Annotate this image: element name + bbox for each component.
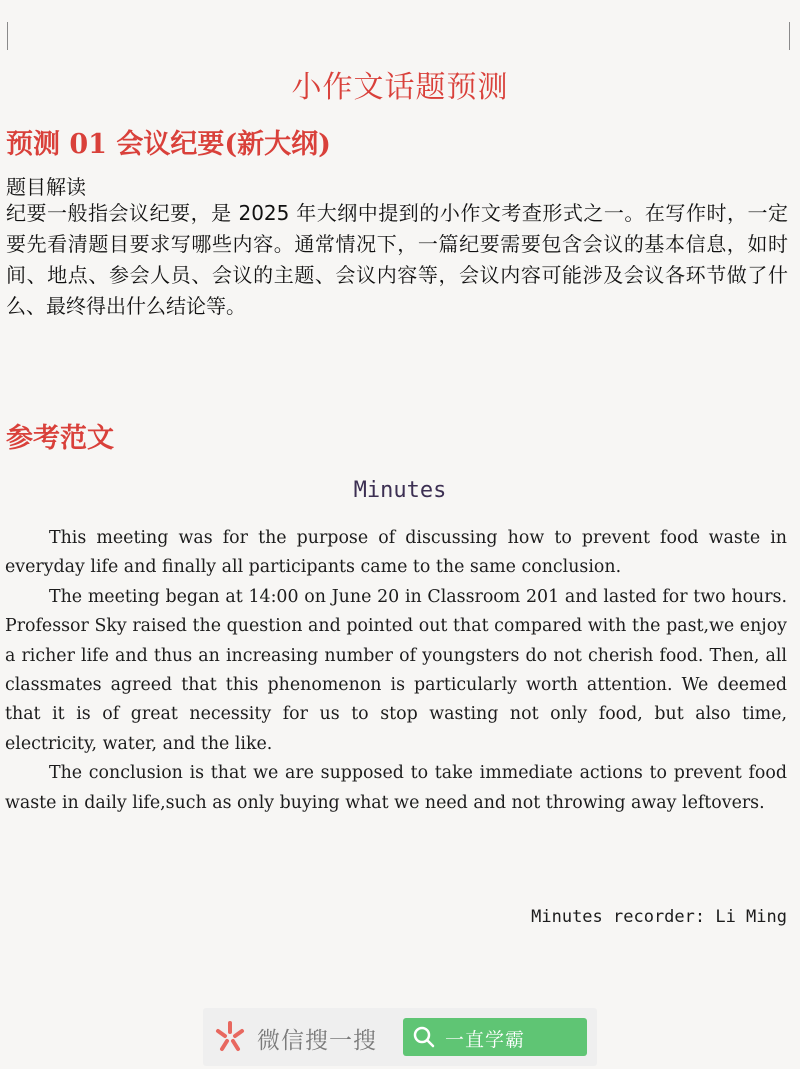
wechat-search-logo-icon <box>213 1020 247 1054</box>
page-title: 小作文话题预测 <box>291 70 509 105</box>
essay-paragraph-3: The conclusion is that we are supposed to take immediate actions to prevent food waste in daily life,such as only buying what we need and not throwing away leftovers. <box>5 763 787 813</box>
question-interpretation-text: 纪要一般指会议纪要，是 2025 年大纲中提到的小作文考查形式之一。在写作时，一定要先看清题目要求写哪些内容。通常情况下，一篇纪要需要包含会议的基本信息，如时间、地点、参会人员、会议的主题、会议内容等，会议内容可能涉及会议各环节做了什么、最终得出什么结论等。 <box>6 201 788 318</box>
magnifier-icon <box>413 1026 435 1048</box>
corner-crop-mark-right <box>789 22 790 50</box>
minutes-recorder-signature: Minutes recorder: Li Ming <box>531 907 787 927</box>
watermark-bar <box>203 1008 597 1066</box>
essay-paragraph-2: The meeting began at 14:00 on June 20 in Classroom 201 and lasted for two hours. Professor Sky raised the question and pointed out that compared with the past,we enjoy a richer life and thus an increasing number of youngsters do not cherish food. Then, all classmates agreed that this phenomenon is particularly worth attention. We deemed that it is of great necessity for us to stop wasting not only food, but also time, electricity, water, and the like. <box>5 586 787 754</box>
corner-crop-mark-left <box>7 22 8 50</box>
essay-paragraph-1: This meeting was for the purpose of discussing how to prevent food waste in everyday life and finally all participants came to the same conclusion. <box>5 528 787 578</box>
watermark-brand-text: 微信搜一搜 <box>257 1028 377 1054</box>
section-heading-prediction: 预测 01 会议纪要(新大纲) <box>6 129 331 160</box>
watermark-search-button[interactable] <box>403 1018 587 1056</box>
section-heading-sample-essay: 参考范文 <box>6 423 114 454</box>
essay-body <box>5 524 787 818</box>
watermark-search-text: 一直学霸 <box>445 1029 526 1051</box>
question-interpretation-label: 题目解读 <box>6 175 86 199</box>
essay-title: Minutes <box>353 478 447 503</box>
